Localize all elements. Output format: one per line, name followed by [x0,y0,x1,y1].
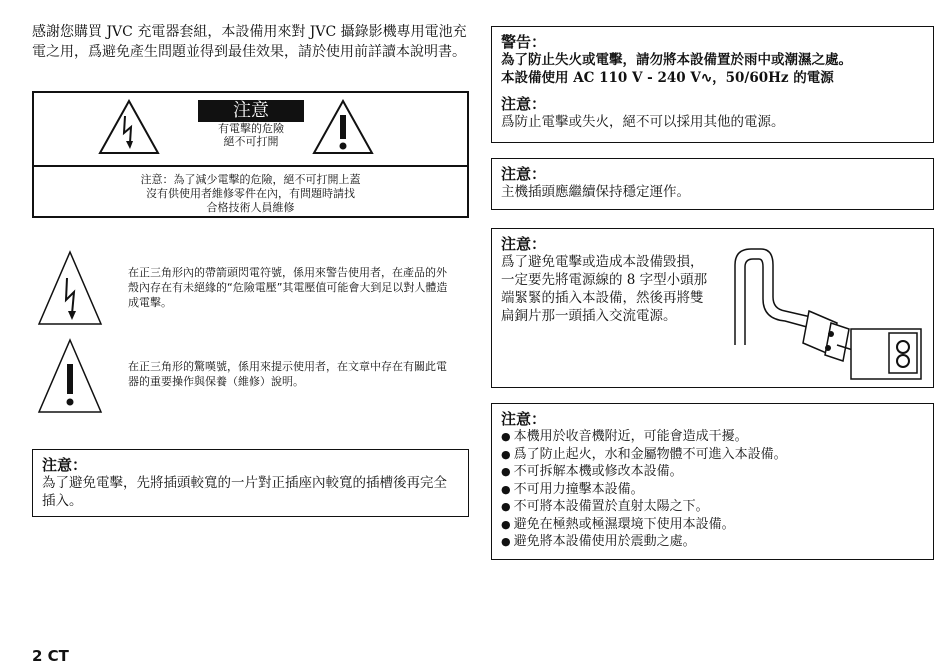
lightning-symbol-icon [37,250,103,326]
warning-caution-heading: 注意： [501,95,547,113]
intro-paragraph: 感謝您購買 JVC 充電器套組，本設備用來對 JVC 攝錄影機專用電池充電之用，爲避免產生問題並得到最佳效果，請於使用前詳讀本說明書。 [32,24,467,60]
list-item: ● 爲了防止起火，水和金屬物體不可進入本設備。 [501,446,924,464]
plug-caution-box [491,228,934,388]
list-item: ● 不可將本設備置於直射太陽之下。 [501,498,924,516]
caution-label [32,91,469,218]
exclamation-symbol-icon [37,338,103,414]
list-item: ● 不可拆解本機或修改本設備。 [501,463,924,481]
main-unit-caution-box [491,158,934,210]
exclamation-symbol-text: 在正三角形的驚嘆號，係用來提示使用者，在文章中存在有關此電器的重要操作與保養（維修）說明。 [128,360,447,388]
lightning-warning-icon [98,99,160,155]
general-caution-heading: 注意： [501,410,547,428]
caution-label-top [34,93,467,167]
power-cord-illustration [727,237,927,383]
list-item: ● 避免在極熱或極濕環境下使用本設備。 [501,516,924,534]
caution-body-line-3: 合格技術人員維修 [206,201,295,214]
general-caution-box [491,403,934,560]
list-item: ● 不可用力撞擊本設備。 [501,481,924,499]
warning-box [491,26,934,143]
main-unit-heading: 注意： [501,165,547,183]
list-item: ● 本機用於收音機附近，可能會造成干擾。 [501,428,924,446]
lightning-symbol-text: 在正三角形內的帶箭頭閃電符號，係用來警告使用者，在產品的外殼內存在有未絕緣的“危險電壓”其電壓值可能會大到足以對人體造成電擊。 [128,266,448,309]
caution-body [34,173,467,215]
left-caution-text: 為了避免電擊，先將插頭較寬的一片對正插座內較寬的插槽後再完全插入。 [42,475,447,509]
caution-title: 注意 [198,100,304,122]
main-unit-text: 主機插頭應繼續保持穩定運作。 [501,184,690,200]
caution-sub-2: 絕不可打開 [223,135,279,148]
warning-line-1: 為了防止失火或電擊，請勿將本設備置於雨中或潮濕之處。 [501,52,852,68]
list-item: ● 避免將本設備使用於震動之處。 [501,533,924,551]
plug-heading: 注意： [501,235,547,253]
left-caution-heading: 注意： [42,456,88,474]
caution-sub-1: 有電擊的危險 [218,122,284,135]
caution-title-block [198,100,304,148]
caution-body-line-2: 沒有供使用者維修零件在內，有問題時請找 [146,187,355,200]
general-caution-list [501,428,924,551]
exclamation-warning-icon [312,99,374,155]
warning-heading: 警告： [501,33,547,51]
plug-text: 爲了避免電擊或造成本設備毀損，一定要先將電源線的 8 字型小頭那端緊緊的插入本設備，然後再將雙扁銅片那一頭插入交流電源。 [501,254,708,324]
warning-line-2: 本設備使用 AC 110 V - 240 V∿，50/60Hz 的電源 [501,70,834,86]
left-caution-box [32,449,469,517]
caution-body-line-1: 注意：為了減少電擊的危險，絕不可打開上蓋 [140,173,361,186]
page-number: 2 CT [32,647,69,665]
warning-caution-text: 爲防止電擊或失火，絕不可以採用其他的電源。 [501,114,785,130]
